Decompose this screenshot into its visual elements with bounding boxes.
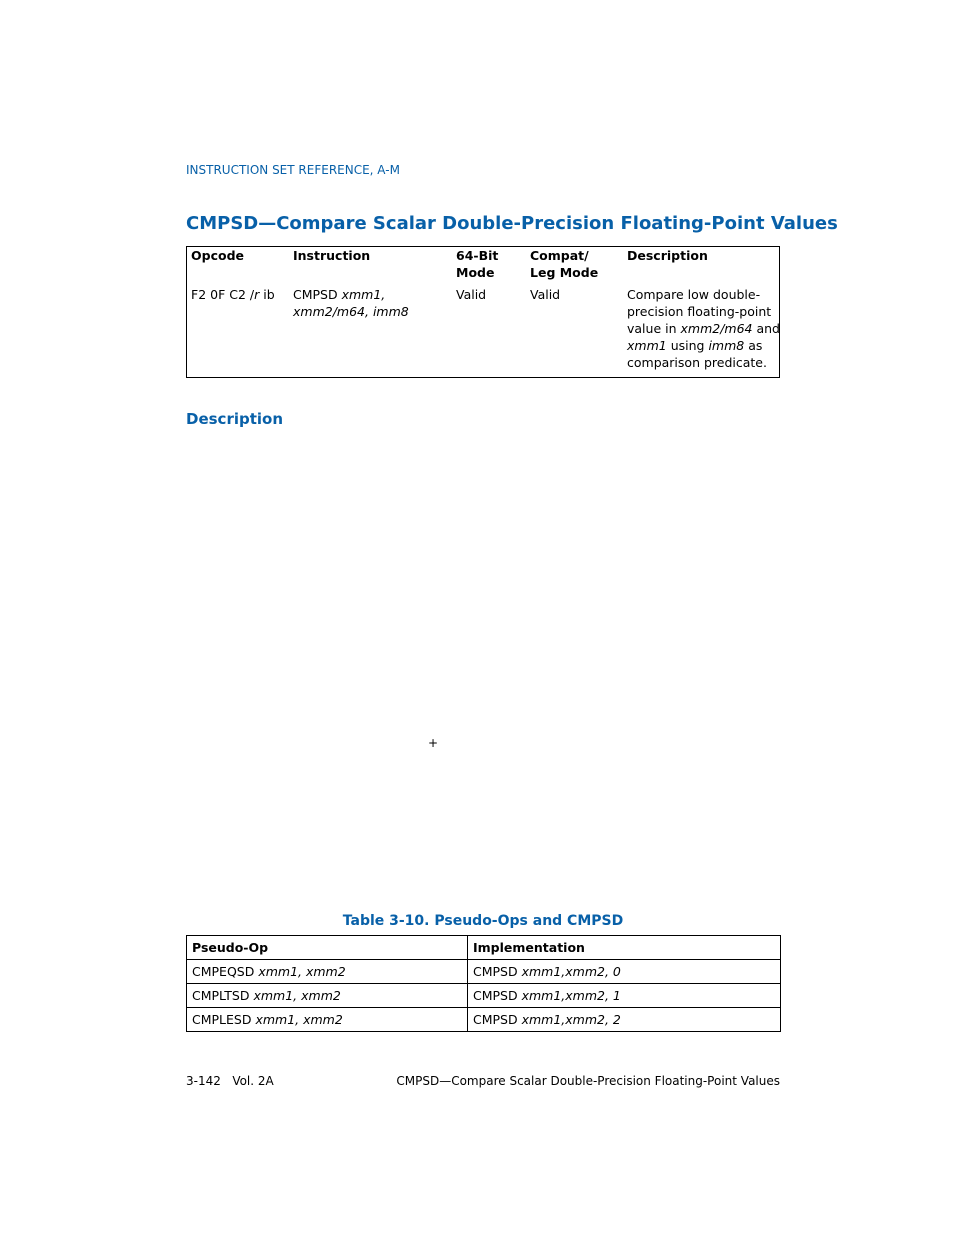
opcode-suffix: ib (259, 287, 275, 302)
header-64bit-mode (456, 247, 498, 281)
desc-text: using (666, 338, 709, 353)
desc-line2: precision floating-point (627, 304, 772, 319)
pseudo-op-name: CMPEQSD (192, 964, 259, 979)
pseudo-op-name: CMPLESD (192, 1012, 256, 1027)
table-row (187, 960, 781, 984)
opcode-prefix: F2 0F C2 / (191, 287, 255, 302)
pseudo-op-cell (187, 960, 468, 984)
implementation-cell (468, 984, 781, 1008)
header-implementation: Implementation (468, 936, 781, 960)
table-row (187, 1008, 781, 1032)
running-header: INSTRUCTION SET REFERENCE, A-M (186, 163, 400, 177)
impl-name: CMPSD (473, 1012, 522, 1027)
header-compat-leg-mode (530, 247, 598, 281)
header-compat-line2: Leg Mode (530, 265, 599, 280)
pseudo-op-args: xmm1, xmm2 (258, 964, 346, 979)
desc-operand: imm8 (708, 338, 745, 353)
instr-op1: xmm1, (341, 287, 386, 302)
row-64bit-mode: Valid (456, 287, 487, 302)
desc-text: value in (627, 321, 681, 336)
impl-args: xmm1,xmm2, 2 (521, 1012, 621, 1027)
pseudo-op-name: CMPLTSD (192, 988, 254, 1003)
header-pseudo-op: Pseudo-Op (187, 936, 468, 960)
opcode-table (186, 246, 780, 378)
row-opcode (191, 286, 275, 303)
pseudo-ops-table (186, 935, 781, 1032)
header-64bit-mode-line2: Mode (456, 265, 495, 280)
desc-text: and (752, 321, 780, 336)
pseudo-op-cell (187, 1008, 468, 1032)
instr-op2: xmm2/m64, imm8 (293, 304, 409, 319)
desc-line4 (627, 337, 780, 354)
instr-mnemonic: CMPSD (293, 287, 342, 302)
implementation-cell (468, 1008, 781, 1032)
desc-operand: xmm2/m64 (680, 321, 753, 336)
footer-page-number: 3-142 Vol. 2A (186, 1074, 274, 1088)
table-caption: Table 3-10. Pseudo-Ops and CMPSD (342, 913, 624, 929)
desc-line3 (627, 320, 780, 337)
desc-operand: xmm1 (627, 338, 667, 353)
table-header-row (187, 936, 781, 960)
impl-args: xmm1,xmm2, 1 (521, 988, 621, 1003)
desc-line5: comparison predicate. (627, 355, 767, 370)
impl-name: CMPSD (473, 988, 522, 1003)
impl-args: xmm1,xmm2, 0 (521, 964, 621, 979)
opcode-r: r (254, 287, 260, 302)
implementation-cell (468, 960, 781, 984)
desc-text: as (744, 338, 763, 353)
pseudo-op-args: xmm1, xmm2 (255, 1012, 343, 1027)
header-instruction: Instruction (293, 248, 371, 263)
row-description (627, 286, 780, 371)
pseudo-op-args: xmm1, xmm2 (253, 988, 341, 1003)
table-row (187, 984, 781, 1008)
page-title: CMPSD—Compare Scalar Double-Precision Floating-Point Values (186, 213, 838, 234)
impl-name: CMPSD (473, 964, 522, 979)
header-64bit-mode-line1: 64-Bit (456, 248, 499, 263)
header-compat-line1: Compat/ (530, 248, 589, 263)
footer-section-title: CMPSD—Compare Scalar Double-Precision Floating-Point Values (396, 1074, 780, 1088)
row-instruction (293, 286, 409, 320)
desc-line1: Compare low double- (627, 287, 761, 302)
section-heading-description: Description (186, 410, 284, 428)
header-description: Description (627, 248, 708, 263)
row-compat-mode: Valid (530, 287, 561, 302)
stray-plus-mark: + (428, 736, 439, 750)
pseudo-op-cell (187, 984, 468, 1008)
header-opcode: Opcode (191, 248, 244, 263)
